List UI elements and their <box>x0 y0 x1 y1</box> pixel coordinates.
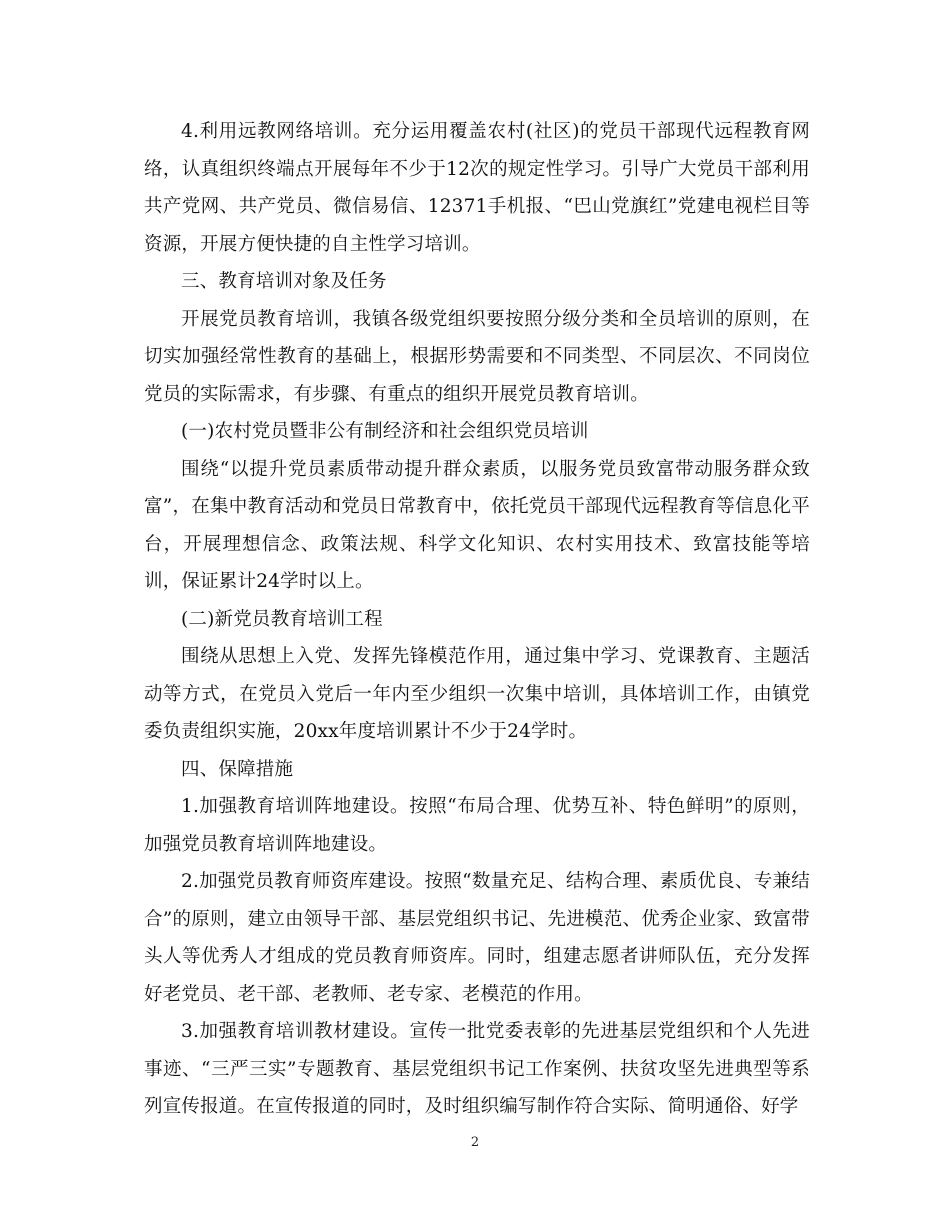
paragraph-remote-education-training: 4.利用远教网络培训。充分运用覆盖农村(社区)的党员干部现代远程教育网络，认真组织终端点开展每年不少于12次的规定性学习。引导广大党员干部利用共产党网、共产党员、微信易信、12371手机报、“巴山党旗红”党建电视栏目等资源，开展方便快捷的自主性学习培训。 <box>144 121 810 255</box>
paragraph-new-members-content: 围绕从思想上入党、发挥先锋模范作用，通过集中学习、党课教育、主题活动等方式，在党员入党后一年内至少组织一次集中培训，具体培训工作，由镇党委负责组织实施，20xx年度培训累计不少于24学时。 <box>144 646 810 742</box>
paragraph-rural-training-content: 围绕“以提升党员素质带动提升群众素质，以服务党员致富带动服务群众致富”，在集中教育活动和党员日常教育中，依托党员干部现代远程教育等信息化平台，开展理想信念、政策法规、科学文化知识、农村实用技术、致富技能等培训，保证累计24学时以上。 <box>144 458 810 592</box>
section-heading-training-targets: 三、教育培训对象及任务 <box>181 271 387 292</box>
section-heading-safeguards: 四、保障措施 <box>181 758 294 780</box>
page-number: 2 <box>470 1135 480 1150</box>
paragraph-teaching-materials: 3.加强教育培训教材建设。宣传一批党委表彰的先进基层党组织和个人先进事迹、“三严三实”专题教育、基层党组织书记工作案例、扶贫攻坚先进典型等系列宣传报道。在宣传报道的同时，及时组织编写制作符合实际、简明通俗、好学 <box>144 1021 810 1117</box>
subheading-rural-party-members: (一)农村党员暨非公有制经济和社会组织党员培训 <box>181 421 589 442</box>
paragraph-training-venue: 1.加强教育培训阵地建设。按照“布局合理、优势互补、特色鲜明”的原则，加强党员教育培训阵地建设。 <box>144 796 810 855</box>
subheading-new-members-training: (二)新党员教育培训工程 <box>181 608 383 630</box>
document-body <box>144 113 810 1126</box>
paragraph-training-principles: 开展党员教育培训，我镇各级党组织要按照分级分类和全员培训的原则，在切实加强经常性教育的基础上，根据形势需要和不同类型、不同层次、不同岗位党员的实际需求，有步骤、有重点的组织开展党员教育培训。 <box>144 308 810 405</box>
paragraph-teacher-pool: 2.加强党员教育师资库建设。按照“数量充足、结构合理、素质优良、专兼结合”的原则，建立由领导干部、基层党组织书记、先进模范、优秀企业家、致富带头人等优秀人才组成的党员教育师资库。同时，组建志愿者讲师队伍，充分发挥好老党员、老干部、老教师、老专家、老模范的作用。 <box>144 871 810 1005</box>
